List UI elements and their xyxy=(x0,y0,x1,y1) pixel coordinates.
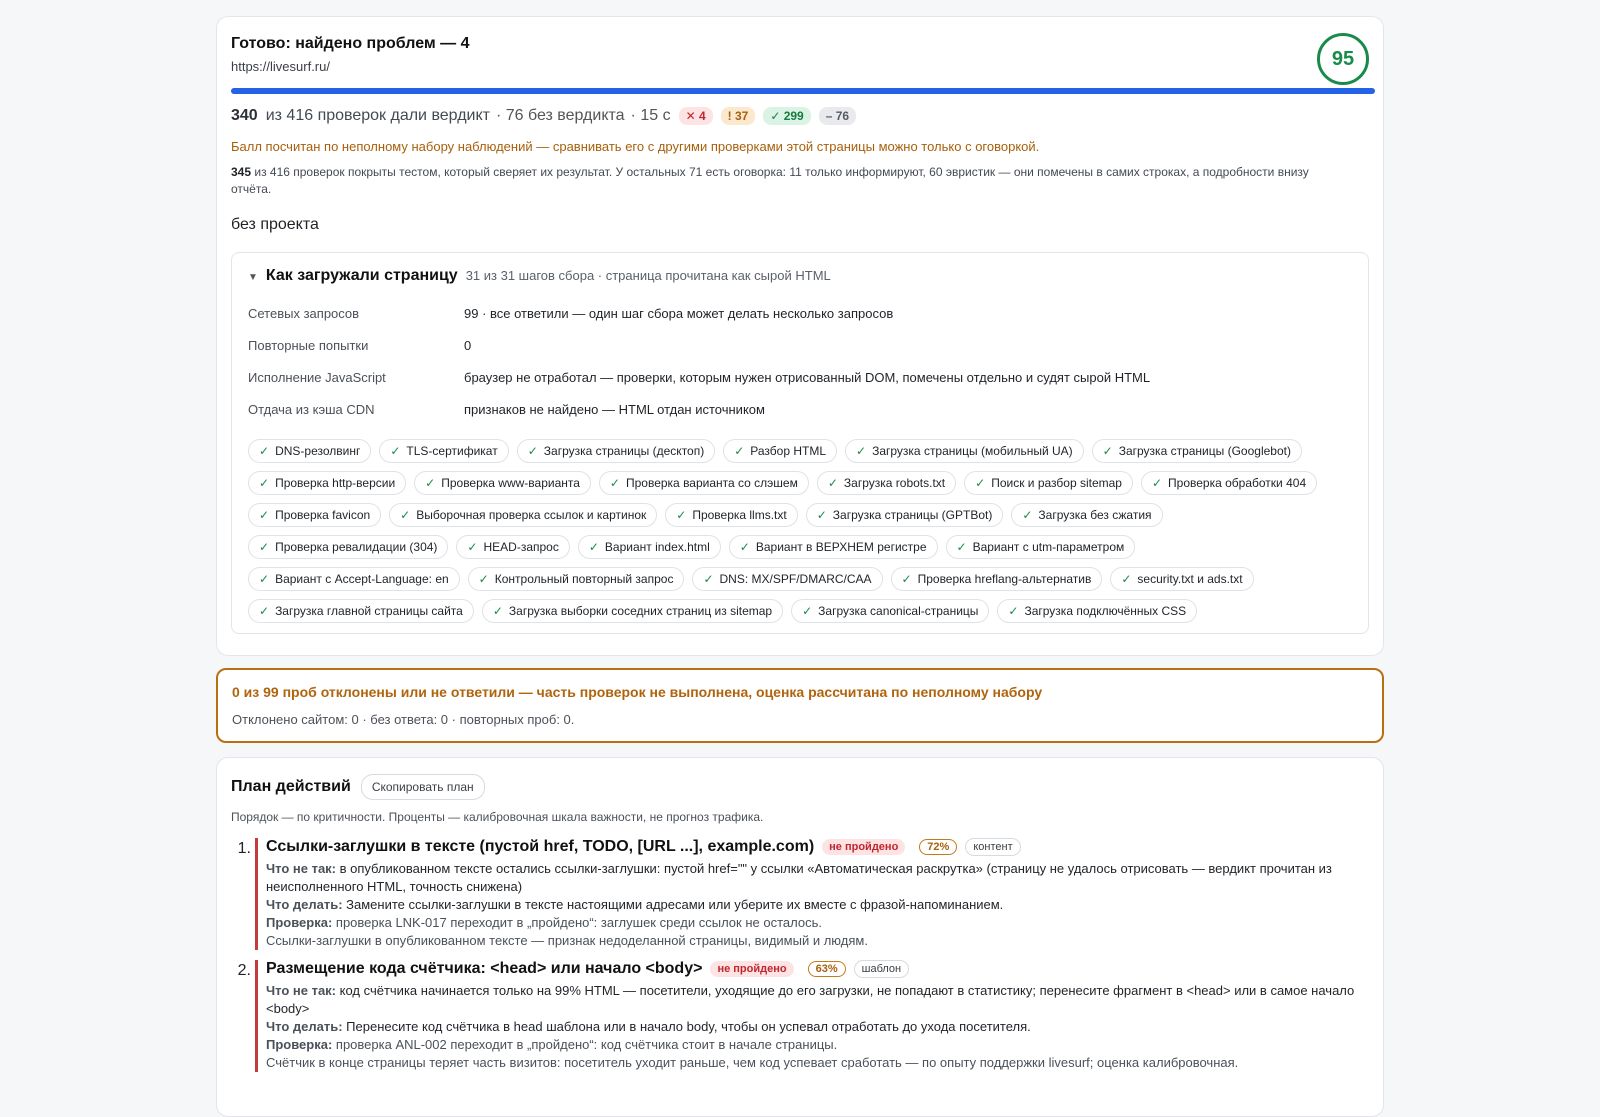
collection-step-label: Загрузка страницы (десктоп) xyxy=(543,444,705,458)
check-icon: ✓ xyxy=(1151,476,1163,490)
problem-label: Что не так: xyxy=(266,983,337,998)
plan-title: План действий xyxy=(231,778,351,795)
collection-step-chip xyxy=(964,471,1133,495)
status-badge: не пройдено xyxy=(710,961,793,977)
check-icon: ✓ xyxy=(425,476,436,490)
verdict-count: 340 xyxy=(231,107,258,124)
collection-step-label: Проверка favicon xyxy=(275,508,371,522)
check-label: Проверка: xyxy=(266,1037,333,1052)
coverage-text: из 416 проверок покрыты тестом, который сверяет их результат. У остальных 71 есть оговорка: 11 только информируют, 60 эвристик — они помечены в самих строках, а подробности внизу отчёта. xyxy=(231,165,1309,196)
check-icon: ✓ xyxy=(816,508,827,522)
verdict-summary xyxy=(231,107,1369,125)
collection-step-chip xyxy=(845,439,1084,463)
problem-text: в опубликованном тексте остались ссылки-заглушки: пустой href="" у ссылки «Автоматическая раскрутка» (страницу не удалось отрисовать — вердикт прочитан из неисполненного HTML, точность снижена) xyxy=(266,861,1332,894)
progress-bar-fill xyxy=(231,88,1375,94)
incomplete-score-warning: Балл посчитан по неполному набору наблюдений — сравнивать его с другими проверками этой страницы можно только с оговоркой. xyxy=(231,139,1040,154)
project-label: без проекта xyxy=(231,216,319,233)
collection-step-label: Загрузка robots.txt xyxy=(843,476,946,490)
collection-step-label: Загрузка подключённых CSS xyxy=(1024,604,1187,618)
load-stat-row xyxy=(248,393,1352,425)
na-count-badge[interactable]: – 76 xyxy=(819,107,856,125)
collection-step-chip xyxy=(891,567,1103,591)
collection-step-label: Вариант в ВЕРХНЕМ регистре xyxy=(755,540,927,554)
alert-subtitle: Отклонено сайтом: 0 · без ответа: 0 · повторных проб: 0. xyxy=(232,712,575,727)
collection-step-chip xyxy=(1110,567,1253,591)
warn-count-badge[interactable]: ! 37 xyxy=(721,107,756,125)
collection-step-label: HEAD-запрос xyxy=(483,540,559,554)
stat-value: 0 xyxy=(464,337,472,353)
alert-title: 0 из 99 проб отклонены или не ответили — часть проверок не выполнена, оценка рассчитана по неполному набору xyxy=(232,684,1043,700)
progress-bar xyxy=(231,88,1375,94)
check-icon: ✓ xyxy=(259,572,270,586)
collection-step-chip xyxy=(379,439,508,463)
plan-item-problem xyxy=(266,982,1369,1018)
stat-value: 99 · все ответили — один шаг сбора может делать несколько запросов xyxy=(464,305,894,321)
collection-step-label: Разбор HTML xyxy=(750,444,827,458)
collection-step-chip xyxy=(692,567,882,591)
collection-step-chip xyxy=(389,503,657,527)
ok-count-badge[interactable]: ✓ 299 xyxy=(763,107,810,125)
check-icon: ✓ xyxy=(1121,572,1132,586)
no-verdict-text: · 76 без вердикта xyxy=(495,107,625,124)
collection-step-label: Проверка hreflang-альтернатив xyxy=(917,572,1092,586)
check-icon: ✓ xyxy=(734,444,745,458)
report-summary-card xyxy=(216,16,1384,656)
collection-step-label: Вариант с Accept-Language: en xyxy=(275,572,449,586)
caret-down-icon: ▼ xyxy=(248,272,258,283)
plan-item-number: 2. xyxy=(237,962,251,979)
collection-step-label: Загрузка страницы (GPTBot) xyxy=(832,508,993,522)
collection-step-chip xyxy=(414,471,591,495)
collection-step-chip xyxy=(1092,439,1302,463)
check-icon: ✓ xyxy=(703,572,714,586)
check-icon: ✓ xyxy=(492,604,503,618)
plan-item-title: Ссылки-заглушки в тексте (пустой href, TODO, [URL ...], example.com) xyxy=(266,838,815,855)
collection-step-chip xyxy=(599,471,809,495)
collection-step-label: Загрузка canonical-страницы xyxy=(818,604,979,618)
plan-item-todo xyxy=(266,896,1369,914)
check-icon: ✓ xyxy=(956,540,967,554)
check-icon: ✓ xyxy=(802,604,813,618)
collection-step-label: Проверка ревалидации (304) xyxy=(275,540,438,554)
load-details-toggle[interactable] xyxy=(248,267,1352,285)
category-tag: контент xyxy=(965,838,1020,856)
collection-step-chip xyxy=(723,439,837,463)
plan-item-check xyxy=(266,914,1369,932)
load-stat-row xyxy=(248,329,1352,361)
plan-item-number: 1. xyxy=(237,840,251,857)
plan-item-title: Размещение кода счётчика: <head> или начало <body> xyxy=(266,960,703,977)
problem-text: код счётчика начинается только на 99% HTML — посетители, уходящие до его загрузки, не попадают в статистику; перенесите фрагмент в <head> или в самое начало <body> xyxy=(266,983,1355,1016)
plan-item-note: Ссылки-заглушки в опубликованном тексте — признак недоделанной страницы, видимый и людям. xyxy=(266,933,868,948)
check-text: проверка ANL-002 переходит в „пройдено“: код счётчика стоит в начале страницы. xyxy=(332,1037,838,1052)
score-badge: 95 xyxy=(1317,33,1369,85)
fail-count-badge[interactable]: ✕ 4 xyxy=(679,107,713,125)
collection-step-chip xyxy=(248,567,460,591)
plan-item-header xyxy=(266,960,1369,978)
check-icon: ✓ xyxy=(975,476,986,490)
collection-step-chip xyxy=(456,535,569,559)
problem-label: Что не так: xyxy=(266,861,337,876)
page-title: Готово: найдено проблем — 4 xyxy=(231,35,470,52)
page-url[interactable]: https://livesurf.ru/ xyxy=(231,59,330,74)
todo-text: Перенесите код счётчика в head шаблона или в начало body, чтобы он успевал отработать до ухода посетителя. xyxy=(342,1019,1031,1034)
plan-item xyxy=(231,960,1369,1072)
check-icon: ✓ xyxy=(901,572,912,586)
check-icon: ✓ xyxy=(259,604,270,618)
collection-step-label: Загрузка без сжатия xyxy=(1038,508,1152,522)
check-icon: ✓ xyxy=(400,508,411,522)
load-stat-row xyxy=(248,297,1352,329)
collection-step-label: Проверка www-варианта xyxy=(441,476,580,490)
plan-header xyxy=(231,774,1369,800)
stat-key: Повторные попытки xyxy=(248,337,369,353)
collection-step-label: Загрузка главной страницы сайта xyxy=(275,604,463,618)
collection-step-chip xyxy=(997,599,1197,623)
load-details-subtitle: 31 из 31 шагов сбора · страница прочитана как сырой HTML xyxy=(465,268,831,283)
stat-key: Сетевых запросов xyxy=(248,305,360,321)
copy-plan-button[interactable]: Скопировать план xyxy=(361,774,485,800)
check-icon: ✓ xyxy=(478,572,489,586)
plan-item-header xyxy=(266,838,1369,856)
check-icon: ✓ xyxy=(259,508,270,522)
collection-step-chip xyxy=(248,599,474,623)
collection-step-label: Загрузка страницы (мобильный UA) xyxy=(872,444,1073,458)
collection-step-label: security.txt и ads.txt xyxy=(1137,572,1243,586)
check-icon: ✓ xyxy=(1022,508,1033,522)
collection-step-chip xyxy=(578,535,721,559)
load-stats xyxy=(248,297,1352,425)
collection-step-chip xyxy=(1141,471,1317,495)
collection-step-chip xyxy=(517,439,716,463)
collection-step-label: Проверка варианта со слэшем xyxy=(625,476,798,490)
check-icon: ✓ xyxy=(609,476,620,490)
category-tag: шаблон xyxy=(854,960,909,978)
importance-badge: 72% xyxy=(919,839,957,855)
collection-step-chip xyxy=(946,535,1136,559)
check-icon: ✓ xyxy=(467,540,478,554)
plan-item-check xyxy=(266,1036,1369,1054)
load-stat-row xyxy=(248,361,1352,393)
stat-key: Отдача из кэша CDN xyxy=(248,401,375,417)
collection-step-chip xyxy=(729,535,938,559)
plan-note: Порядок — по критичности. Проценты — калибровочная шкала важности, не прогноз трафика. xyxy=(231,810,764,824)
collection-step-chip xyxy=(248,503,381,527)
verdict-text: из 416 проверок дали вердикт xyxy=(265,107,490,124)
check-icon: ✓ xyxy=(527,444,538,458)
plan-list xyxy=(231,838,1369,1072)
plan-item-body xyxy=(255,960,1369,1072)
collection-step-chip xyxy=(482,599,783,623)
collection-step-label: Загрузка выборки соседних страниц из sitemap xyxy=(508,604,773,618)
collection-step-chip xyxy=(806,503,1004,527)
status-badge: не пройдено xyxy=(822,839,905,855)
collection-step-label: Вариант с utm-параметром xyxy=(972,540,1125,554)
collection-step-chip xyxy=(248,535,448,559)
check-icon: ✓ xyxy=(1102,444,1113,458)
check-icon: ✓ xyxy=(390,444,401,458)
collection-step-label: Контрольный повторный запрос xyxy=(494,572,674,586)
collection-step-chip xyxy=(248,439,371,463)
check-text: проверка LNK-017 переходит в „пройдено“: заглушек среди ссылок не осталось. xyxy=(332,915,822,930)
duration-text: · 15 с xyxy=(630,107,671,124)
collection-step-chip xyxy=(468,567,685,591)
coverage-note xyxy=(231,164,1341,198)
stat-value: браузер не отработал — проверки, которым нужен отрисованный DOM, помечены отдельно и судят сырой HTML xyxy=(464,369,1151,385)
collection-step-label: Проверка обработки 404 xyxy=(1168,476,1307,490)
load-details-panel xyxy=(231,252,1369,634)
plan-item-note: Счётчик в конце страницы теряет часть визитов: посетитель уходит раньше, чем код успевает сработать — по опыту поддержки livesurf; оценка калибровочная. xyxy=(266,1055,1239,1070)
plan-item-problem xyxy=(266,860,1369,896)
collection-step-label: Поиск и разбор sitemap xyxy=(991,476,1122,490)
report-header xyxy=(231,35,1369,74)
plan-item xyxy=(231,838,1369,950)
check-icon: ✓ xyxy=(739,540,750,554)
load-details-title: Как загружали страницу xyxy=(265,267,458,284)
stat-key: Исполнение JavaScript xyxy=(248,369,386,385)
collection-step-chip xyxy=(817,471,956,495)
todo-label: Что делать: xyxy=(266,1019,343,1034)
check-icon: ✓ xyxy=(259,540,270,554)
check-icon: ✓ xyxy=(856,444,867,458)
check-label: Проверка: xyxy=(266,915,333,930)
check-icon: ✓ xyxy=(676,508,687,522)
check-icon: ✓ xyxy=(1008,604,1019,618)
check-icon: ✓ xyxy=(259,444,270,458)
check-icon: ✓ xyxy=(588,540,599,554)
collection-step-label: Вариант index.html xyxy=(604,540,710,554)
collection-steps xyxy=(248,439,1352,623)
collection-step-chip xyxy=(791,599,989,623)
coverage-count: 345 xyxy=(231,165,252,179)
probe-alert xyxy=(216,668,1384,743)
collection-step-label: Проверка http-версии xyxy=(275,476,396,490)
collection-step-label: Загрузка страницы (Googlebot) xyxy=(1118,444,1291,458)
todo-label: Что делать: xyxy=(266,897,343,912)
check-icon: ✓ xyxy=(827,476,838,490)
collection-step-chip xyxy=(1011,503,1162,527)
collection-step-label: DNS: MX/SPF/DMARC/CAA xyxy=(719,572,872,586)
check-icon: ✓ xyxy=(259,476,270,490)
todo-text: Замените ссылки-заглушки в тексте настоящими адресами или уберите их вместе с фразой-напоминанием. xyxy=(342,897,1004,912)
collection-step-label: DNS-резолвинг xyxy=(275,444,361,458)
plan-item-body xyxy=(255,838,1369,950)
action-plan-card xyxy=(216,757,1384,1117)
collection-step-label: Проверка llms.txt xyxy=(692,508,787,522)
collection-step-chip xyxy=(248,471,406,495)
collection-step-label: TLS-сертификат xyxy=(406,444,498,458)
stat-value: признаков не найдено — HTML отдан источником xyxy=(464,401,765,417)
importance-badge: 63% xyxy=(808,961,846,977)
collection-step-label: Выборочная проверка ссылок и картинок xyxy=(416,508,647,522)
collection-step-chip xyxy=(665,503,797,527)
plan-item-todo xyxy=(266,1018,1369,1036)
